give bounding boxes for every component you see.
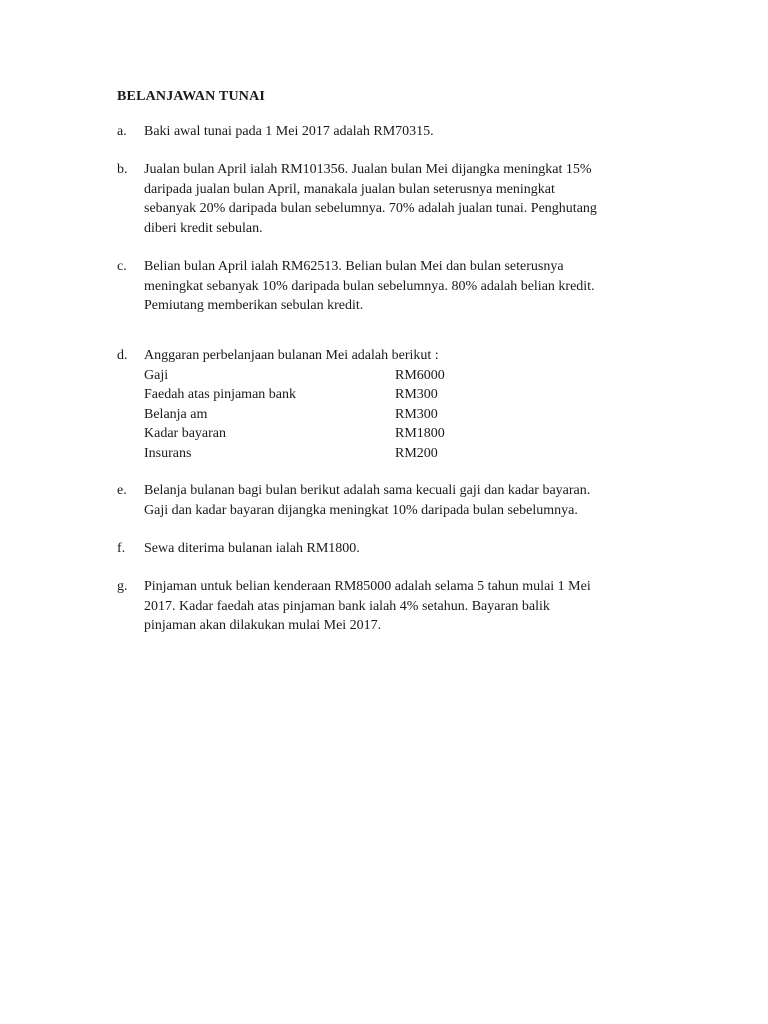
- table-row: [144, 405, 445, 425]
- expense-label: Belanja am: [144, 406, 208, 422]
- expense-label: Gaji: [144, 367, 169, 383]
- list-item-b: [117, 160, 657, 238]
- document-title: BELANJAWAN TUNAI: [117, 89, 266, 104]
- item-body: [144, 481, 657, 520]
- table-row: [144, 366, 445, 386]
- item-body: [144, 577, 657, 636]
- item-letter: b.: [117, 162, 128, 177]
- item-line: Sewa diterima bulanan ialah RM1800.: [144, 541, 360, 556]
- item-body: [144, 122, 657, 142]
- item-line: pinjaman akan dilakukan mulai Mei 2017.: [144, 618, 382, 633]
- item-letter: a.: [117, 124, 127, 139]
- item-line: Pemiutang memberikan sebulan kredit.: [144, 298, 364, 313]
- item-line: Gaji dan kadar bayaran dijangka meningkat 10% daripada bulan sebelumnya.: [144, 502, 578, 518]
- list-item-f: [117, 539, 657, 559]
- list-item-g: [117, 577, 657, 636]
- expense-amount: RM300: [395, 406, 438, 422]
- expense-amount: RM6000: [395, 367, 445, 383]
- item-line: Belian bulan April ialah RM62513. Belian bulan Mei dan bulan seterusnya: [144, 259, 564, 274]
- expense-amount: RM300: [395, 387, 438, 402]
- item-body: [144, 346, 657, 463]
- item-line: Anggaran perbelanjaan bulanan Mei adalah berikut :: [144, 348, 439, 363]
- item-line: daripada jualan bulan April, manakala jualan bulan seterusnya meningkat: [144, 181, 555, 197]
- expense-label: Insurans: [144, 445, 192, 461]
- table-row: [144, 444, 445, 464]
- item-line: Jualan bulan April ialah RM101356. Jualan bulan Mei dijangka meningkat 15%: [144, 162, 592, 177]
- item-line: sebanyak 20% daripada bulan sebelumnya. 70% adalah jualan tunai. Penghutang: [144, 201, 597, 216]
- item-line: Belanja bulanan bagi bulan berikut adalah sama kecuali gaji dan kadar bayaran.: [144, 483, 591, 498]
- list-item-d: [117, 346, 657, 463]
- list-item-c: [117, 257, 657, 316]
- table-row: [144, 385, 445, 405]
- item-body: [144, 539, 657, 559]
- item-line: Pinjaman untuk belian kenderaan RM85000 adalah selama 5 tahun mulai 1 Mei: [144, 579, 591, 594]
- item-letter: d.: [117, 348, 128, 363]
- table-row: [144, 424, 445, 444]
- item-line: meningkat sebanyak 10% daripada bulan sebelumnya. 80% adalah belian kredit.: [144, 278, 595, 294]
- expense-amount: RM200: [395, 445, 438, 461]
- item-line: diberi kredit sebulan.: [144, 220, 263, 236]
- expense-label: Kadar bayaran: [144, 426, 227, 441]
- expense-amount: RM1800: [395, 426, 445, 441]
- item-letter: g.: [117, 579, 128, 594]
- item-body: [144, 160, 657, 238]
- expense-label: Faedah atas pinjaman bank: [144, 387, 297, 402]
- expense-table: [144, 366, 445, 464]
- item-letter: f.: [117, 541, 126, 556]
- item-line: 2017. Kadar faedah atas pinjaman bank ialah 4% setahun. Bayaran balik: [144, 598, 550, 614]
- list-item-e: [117, 481, 657, 520]
- item-letter: c.: [117, 259, 127, 274]
- list-item-a: [117, 122, 657, 142]
- item-line: Baki awal tunai pada 1 Mei 2017 adalah RM70315.: [144, 124, 434, 139]
- item-letter: e.: [117, 483, 127, 498]
- item-body: [144, 257, 657, 316]
